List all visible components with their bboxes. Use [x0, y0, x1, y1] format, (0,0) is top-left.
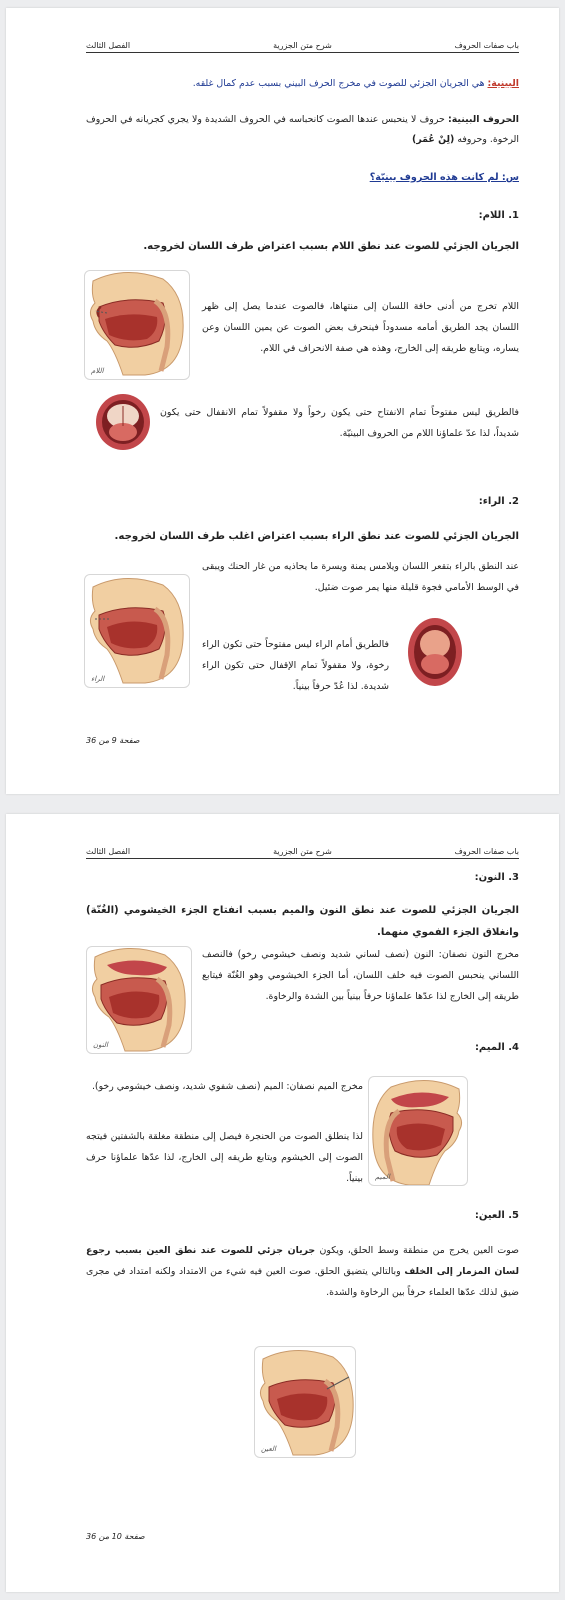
ra-articulation-figure	[84, 574, 190, 688]
section-ra-paragraph-1: عند النطق بالراء بتقعر اللسان ويلامس يمنة ويسرة ما يحاذيه من غار الحنك ويبقى في الوسط الأمامي فجوة قليلة منها يمر صوت ضئيل.	[202, 561, 519, 593]
section-lam-title: 1. اللام:	[478, 210, 519, 221]
ayn-text-a: صوت العين يخرج من منطقة وسط الحلق، ويكون	[315, 1245, 519, 1256]
section-nun-title: 3. النون:	[474, 872, 519, 883]
page-10-footer: صفحة 10 من 36	[86, 1532, 145, 1541]
header-section: الفصل الثالث	[86, 41, 131, 50]
head-section-illustration	[87, 947, 191, 1053]
letters-text: حروف لا ينحبس عندها الصوت كانحباسه في الحروف الشديدة ولا يجري كجريانه في الحروف الرخوة. وحروفه	[86, 114, 519, 145]
head-section-illustration	[369, 1077, 467, 1185]
section-lam-paragraph-2: فالطريق ليس مفتوحاً تمام الانفتاح حتى يكون رخواً ولا مقفولاً تمام الانقفال حتى يكون شديداً، لذا عدّ علماؤنا اللام من الحروف البينيّة.	[160, 407, 519, 439]
header-chapter: باب صفات الحروف	[454, 847, 519, 856]
open-mouth-icon	[94, 392, 152, 452]
section-mim-paragraph-2: لذا ينطلق الصوت من الحنجرة فيصل إلى منطقة مغلقة بالشفتين فيتجه الصوت إلى الخيشوم ويتابع طريقه إلى الخارج، لذا عدّها علماؤنا حرف بينياً.	[86, 1131, 363, 1184]
section-nun-heading: الجريان الجزئي للصوت عند نطق النون والميم بسبب انفتاح الجزء الخيشومي (الغُنّة) وانغلاق الجزء الفموي منهما.	[86, 905, 519, 938]
letters-term: الحروف البينية:	[448, 114, 519, 125]
ayn-articulation-figure	[254, 1346, 356, 1458]
ayn-text-c: وبالتالي يتضيق الحلق. صوت العين فيه شيء من الامتداد ولكنه امتداد في مجرى ضيق لذلك عدّها العلماء حرفاً بين الرخاوة والشدة.	[86, 1266, 519, 1298]
mim-articulation-figure	[368, 1076, 468, 1186]
section-ra-title: 2. الراء:	[478, 496, 519, 507]
ra-mouth-illustration	[406, 616, 464, 692]
page-9-footer: صفحة 9 من 36	[86, 736, 140, 745]
document-page-9	[6, 8, 559, 794]
definition-text: هي الجريان الجزئي للصوت في مخرج الحرف البيني بسبب عدم كمال غلقه.	[192, 78, 488, 89]
mim-figure-label: الميم	[375, 1173, 390, 1181]
header-book: شرح متن الجزرية	[273, 847, 332, 856]
section-lam-paragraph-1: اللام تخرج من أدنى حافة اللسان إلى منتهاها، فالصوت عندما يصل إلى ظهر اللسان يجد الطريق أمامه مسدوداً فينحرف بعض الصوت عن يمين اللسان وعن يساره، ويتابع طريقه إلى الخارج، وهذه هي صفة الانحراف في اللام.	[202, 301, 519, 354]
section-ra-heading: الجريان الجزئي للصوت عند نطق الراء بسبب اعتراض اغلب طرف اللسان لخروجه.	[114, 531, 519, 542]
header-book: شرح متن الجزرية	[273, 41, 332, 50]
head-section-illustration	[255, 1347, 355, 1457]
section-ra-paragraph-2: فالطريق أمام الراء ليس مفتوحاً حتى تكون الراء رخوة، ولا مقفولاً تمام الإقفال حتى تكون الراء شديدة. لذا عُدّ حرفاً بينياً.	[202, 639, 389, 692]
section-lam-heading: الجريان الجزئي للصوت عند نطق اللام بسبب اعتراض طرف اللسان لخروجه.	[143, 241, 519, 252]
letters-group: (لِنْ عُمَر)	[412, 134, 455, 145]
open-mouth-icon	[406, 616, 464, 688]
question-line	[86, 168, 519, 188]
section-ayn-paragraph	[86, 1240, 519, 1303]
question-text: س: لم كانت هذه الحروف بينيّة؟	[369, 172, 519, 183]
definition-term: البينية:	[487, 78, 519, 89]
lam-articulation-figure	[84, 270, 190, 380]
section-ayn-title: 5. العين:	[474, 1210, 519, 1221]
nun-figure-label: النون	[93, 1041, 108, 1049]
letters-paragraph	[86, 110, 519, 150]
head-section-illustration	[85, 575, 189, 687]
ayn-figure-label: العين	[261, 1445, 276, 1453]
page-header	[86, 842, 519, 859]
section-mim-title: 4. الميم:	[474, 1042, 519, 1053]
lam-mouth-illustration	[94, 392, 152, 456]
page-header	[86, 36, 519, 53]
ayn-text-bold: جريان جزئي للصوت عند نطق العين بسبب رجوع لسان المزمار إلى الخلف	[86, 1245, 519, 1277]
definition-paragraph	[86, 74, 519, 94]
nun-articulation-figure	[86, 946, 192, 1054]
header-chapter: باب صفات الحروف	[454, 41, 519, 50]
section-nun-paragraph: مخرج النون نصفان: النون (نصف لساني شديد ونصف خيشومي رخو) فالنصف اللساني ينحبس الصوت فيه خلف اللسان، أما الجزء الخيشومي وهو الغُنّة فيتابع طريقه إلى الخارج لذا عدّها علماؤنا حرفاً بينياً بين الشدة والرخاوة.	[202, 949, 519, 1002]
header-section: الفصل الثالث	[86, 847, 131, 856]
document-page-10	[6, 814, 559, 1592]
lam-figure-label: اللام	[91, 367, 104, 375]
section-mim-paragraph-1: مخرج الميم نصفان: الميم (نصف شفوي شديد، ونصف خيشومي رخو).	[91, 1081, 363, 1092]
ra-figure-label: الراء	[91, 675, 105, 683]
head-section-illustration	[85, 271, 189, 379]
